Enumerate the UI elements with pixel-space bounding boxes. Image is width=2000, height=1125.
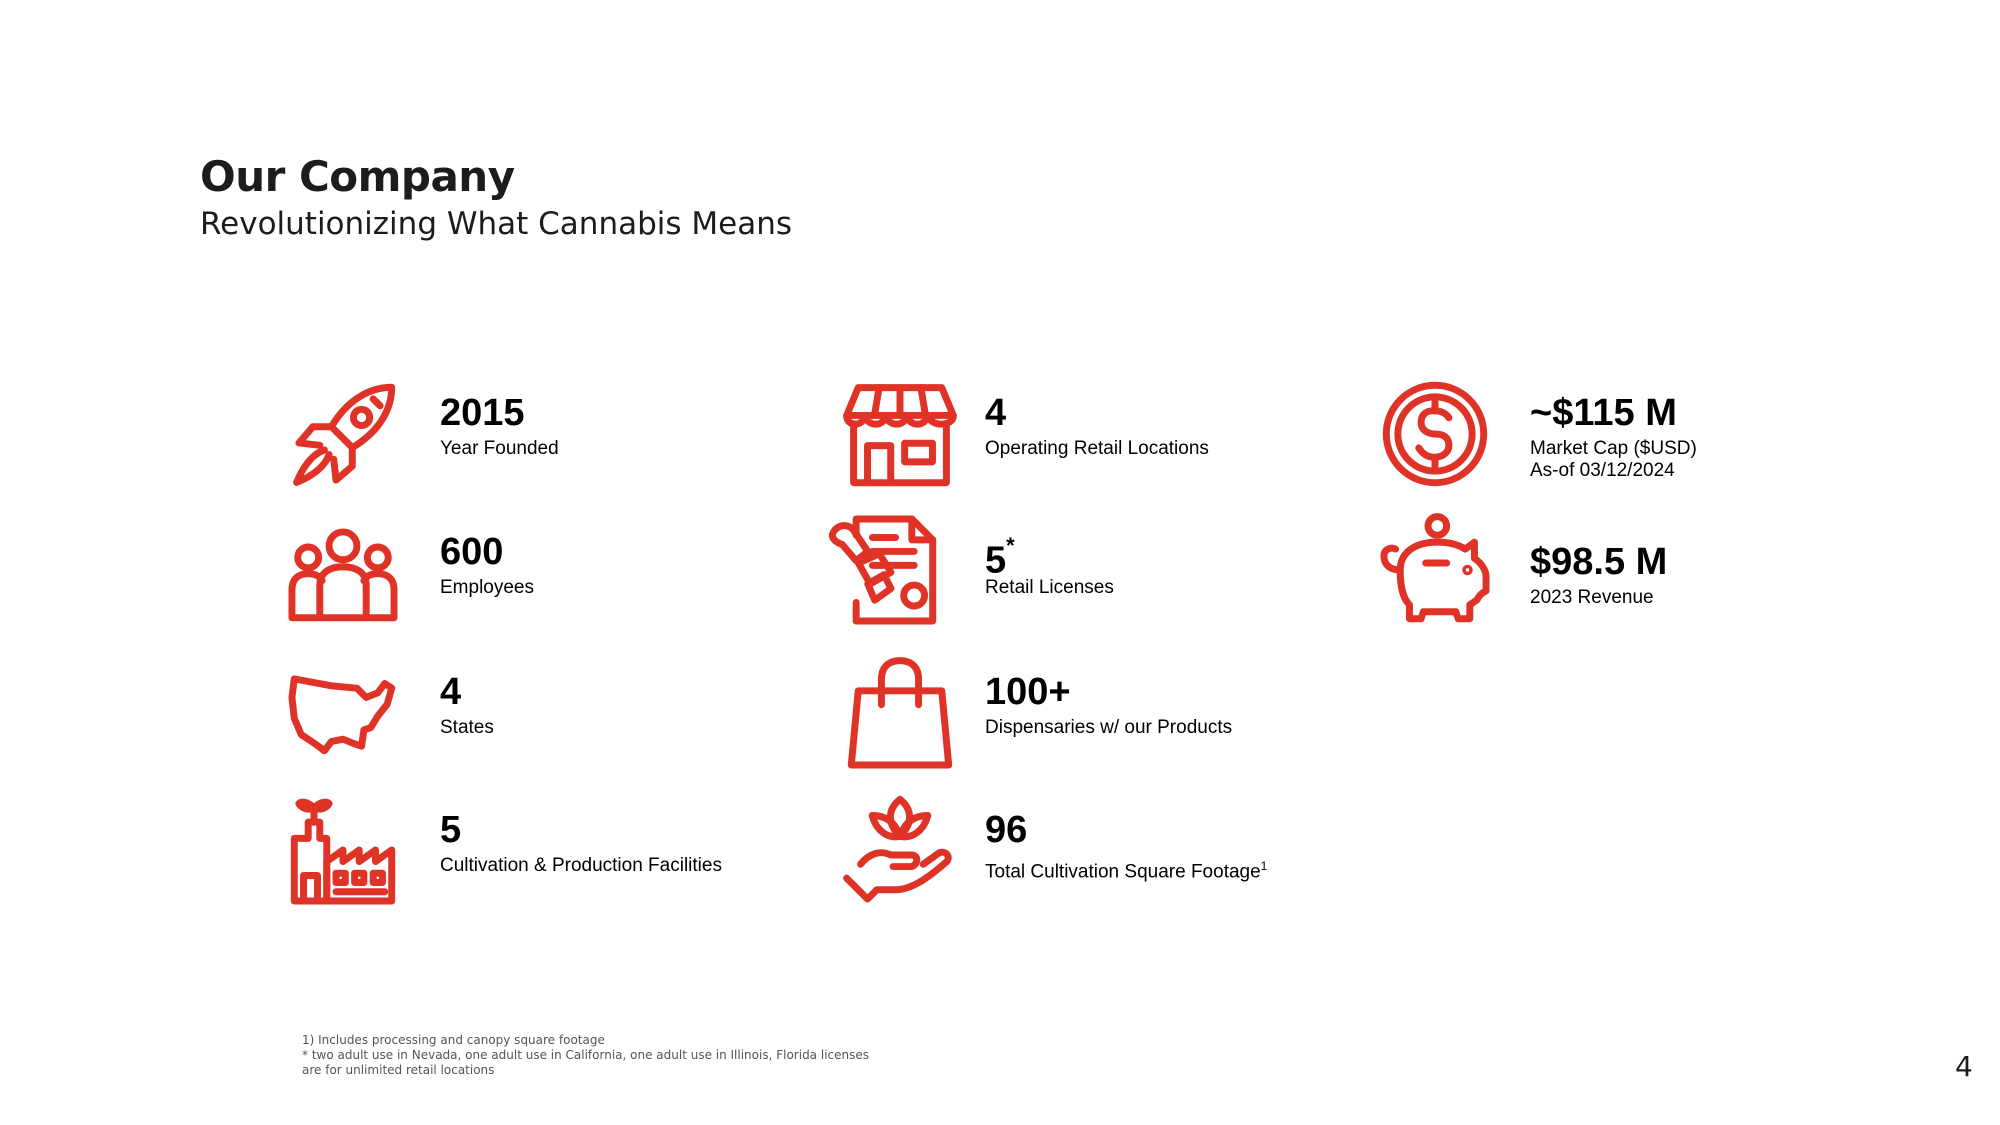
hand-plant-icon bbox=[842, 790, 958, 906]
dollar-coin-icon bbox=[1377, 376, 1493, 492]
storefront-icon bbox=[842, 376, 958, 492]
footnotes bbox=[302, 1033, 869, 1078]
footnote-asterisk: * two adult use in Nevada, one adult use in California, one adult use in Illinois, Florida licenses bbox=[302, 1048, 869, 1062]
employees-label: Employees bbox=[440, 577, 534, 598]
revenue-label: 2023 Revenue bbox=[1530, 587, 1654, 608]
usa-map-icon bbox=[285, 658, 401, 774]
year-founded-label: Year Founded bbox=[440, 438, 559, 459]
piggy-bank-icon bbox=[1377, 512, 1493, 628]
license-document-icon bbox=[826, 512, 942, 628]
dispensaries-label: Dispensaries w/ our Products bbox=[985, 717, 1233, 738]
footnote-asterisk-continued: are for unlimited retail locations bbox=[302, 1063, 495, 1077]
retail-locations-value: 4 bbox=[985, 392, 1007, 434]
retail-locations-label: Operating Retail Locations bbox=[985, 438, 1209, 459]
facilities-label: Cultivation & Production Facilities bbox=[440, 855, 722, 876]
revenue-value: $98.5 M bbox=[1530, 541, 1668, 583]
facilities-value: 5 bbox=[440, 809, 462, 851]
people-icon bbox=[285, 518, 401, 634]
retail-licenses-value: 5* bbox=[985, 533, 1015, 582]
sqft-footnote-mark: 1 bbox=[1260, 859, 1268, 873]
rocket-icon bbox=[285, 378, 401, 494]
sqft-label: Total Cultivation Square Footage$^1$ bbox=[985, 859, 1268, 883]
factory-icon bbox=[285, 792, 401, 908]
market-cap-as-of-date: As-of 03/12/2024 bbox=[1530, 460, 1675, 481]
sqft-value: 96 bbox=[985, 809, 1028, 851]
dispensaries-value: 100+ bbox=[985, 671, 1071, 713]
states-label: States bbox=[440, 717, 494, 738]
footnote-1: 1) Includes processing and canopy square footage bbox=[302, 1033, 605, 1047]
market-cap-value: ~$115 M bbox=[1530, 392, 1677, 434]
retail-licenses-label: Retail Licenses bbox=[985, 577, 1114, 598]
page-number: 4 bbox=[1955, 1050, 1973, 1083]
year-founded-value: 2015 bbox=[440, 392, 525, 434]
states-value: 4 bbox=[440, 671, 462, 713]
page-title: Our Company bbox=[200, 152, 515, 201]
employees-value: 600 bbox=[440, 531, 504, 573]
market-cap-label: Market Cap ($USD) bbox=[1530, 438, 1697, 459]
shopping-bag-icon bbox=[842, 656, 958, 772]
page-subtitle: Revolutionizing What Cannabis Means bbox=[200, 206, 792, 242]
retail-licenses-asterisk: * bbox=[1006, 533, 1015, 558]
